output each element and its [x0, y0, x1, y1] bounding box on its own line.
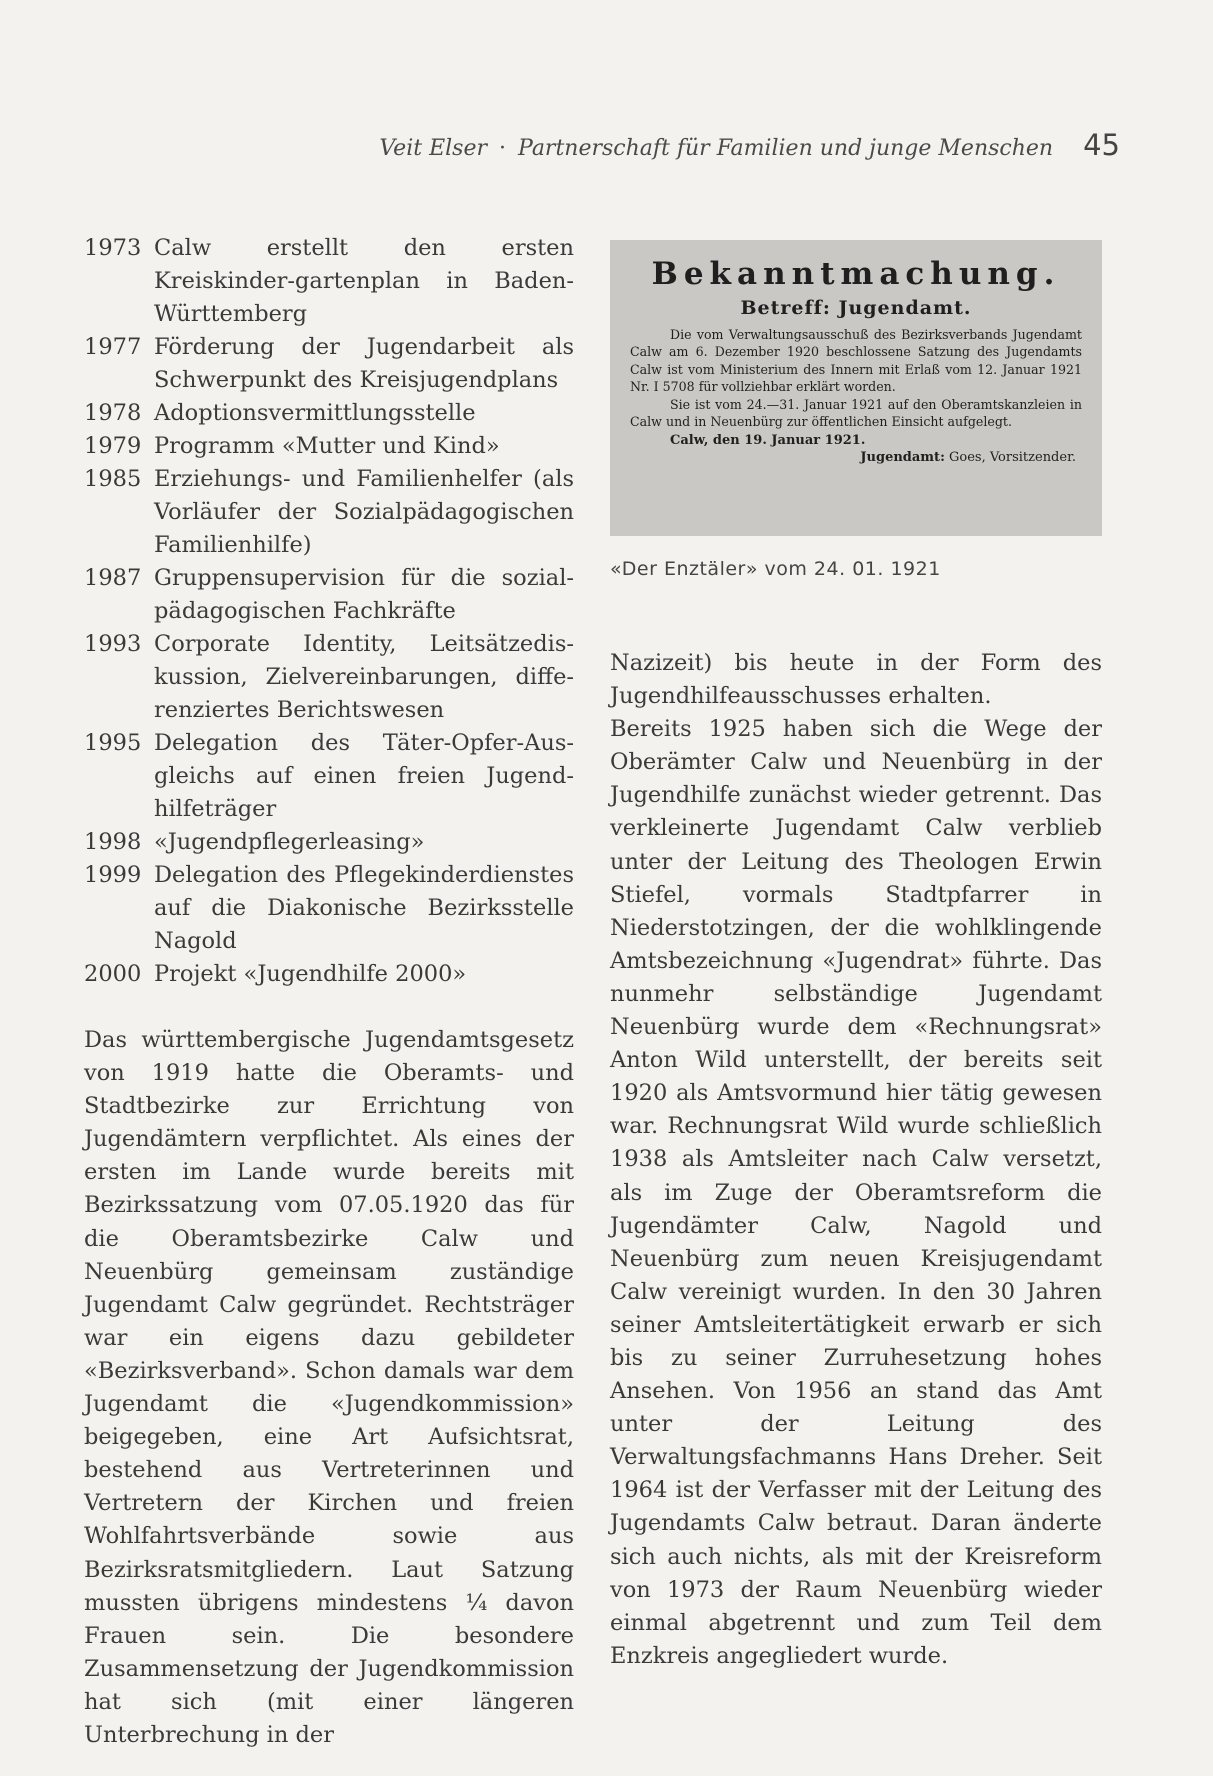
right-column [610, 240, 1102, 1673]
chronology-item [84, 628, 574, 727]
chronology-text: Erziehungs- und Familienhelfer (als Vorläufer der Sozialpädagogischen Familienhilfe) [154, 466, 574, 558]
page-number: 45 [1083, 128, 1120, 162]
running-header [360, 128, 1120, 162]
chronology-item [84, 727, 574, 826]
chronology-year: 1999 [84, 862, 142, 888]
left-column [84, 232, 574, 1752]
chronology-item [84, 463, 574, 562]
notice-date: Calw, den 19. Januar 1921. [670, 433, 866, 449]
chronology-year: 1979 [84, 433, 142, 459]
chronology-year: 1987 [84, 565, 142, 591]
chronology-text: Delegation des Täter-Opfer-Aus-gleichs auf einen freien Jugend-hilfeträger [154, 730, 574, 822]
newspaper-notice-image [610, 240, 1102, 536]
chronology-item [84, 331, 574, 397]
chronology-year: 1995 [84, 730, 142, 756]
chronology-item [84, 859, 574, 958]
header-title: Partnerschaft für Familien und junge Menschen [518, 136, 1054, 161]
chronology-year: 1977 [84, 334, 142, 360]
chronology-item [84, 397, 574, 430]
chronology-year: 2000 [84, 961, 142, 987]
notice-subject: Betreff: Jugendamt. [740, 297, 972, 319]
notice-sign-label: Jugendamt: [860, 450, 945, 466]
chronology-year: 1973 [84, 235, 142, 261]
chronology-item [84, 562, 574, 628]
image-caption: «Der Enztäler» vom 24. 01. 1921 [610, 558, 941, 580]
chronology-item [84, 232, 574, 331]
chronology-year: 1978 [84, 400, 142, 426]
chronology-text: Gruppensupervision für die sozial-pädagogischen Fachkräfte [154, 565, 574, 624]
notice-sign-name: Goes, Vorsitzender. [949, 450, 1076, 466]
chronology-text: Programm «Mutter und Kind» [154, 433, 500, 459]
chronology-item [84, 958, 574, 991]
chronology-text: Förderung der Jugendarbeit als Schwerpunkt des Kreisjugendplans [154, 334, 574, 393]
chronology-text: Projekt «Jugendhilfe 2000» [154, 961, 467, 987]
header-separator: · [499, 136, 506, 161]
notice-paragraph: Sie ist vom 24.—31. Januar 1921 auf den Oberamtskanzleien in Calw und in Neuenbürg zur öffentlichen Einsicht aufgelegt. [630, 396, 1082, 430]
notice-signature [630, 449, 1082, 467]
chronology-text: Adoptionsvermittlungsstelle [154, 400, 476, 426]
body-paragraph-right: Bereits 1925 haben sich die Wege der Oberämter Calw und Neuenbürg in der Jugendhilfe zunächst wieder getrennt. Das verkleinerte Jugendamt Calw verblieb unter der Leitung des Theologen Erwin Stiefel, vormals Stadtpfarrer in Niederstotzingen, der die wohlklingende Amtsbezeichnung «Jugendrat» führte. Das nunmehr selbständige Jugendamt Neuenbürg wurde dem «Rechnungsrat» Anton Wild unterstellt, der bereits seit 1920 als Amtsvormund hier tätig gewesen war. Rechnungsrat Wild wurde schließlich 1938 als Amtsleiter nach Calw versetzt, als im Zuge der Oberamtsreform die Jugendämter Calw, Nagold und Neuenbürg zum neuen Kreisjugendamt Calw vereinigt wurden. In den 30 Jahren seiner Amtsleitertätigkeit erwarb er sich bis zu seiner Zurruhesetzung hohes Ansehen. Von 1956 an stand das Amt unter der Leitung des Verwaltungsfachmanns Hans Dreher. Seit 1964 ist der Verfasser mit der Leitung des Jugendamts Calw betraut. Daran änderte sich auch nichts, als mit der Kreisreform von 1973 der Raum Neuenbürg wieder einmal abgetrennt und zum Teil dem Enzkreis angegliedert wurde. [610, 716, 1102, 1669]
chronology-list [84, 232, 574, 991]
body-paragraph-left: Das württembergische Jugendamtsgesetz von 1919 hatte die Oberamts- und Stadtbezirke zur Errichtung von Jugendämtern verpflichtet. Als eines der ersten im Lande wurde bereits mit Bezirkssatzung vom 07.05.1920 das für die Oberamtsbezirke Calw und Neuenbürg gemeinsam zuständige Jugendamt Calw gegründet. Rechtsträger war ein eigens dazu gebildeter «Bezirksverband». Schon damals war dem Jugendamt die «Jugendkommission» beigegeben, eine Art Aufsichtsrat, bestehend aus Vertreterinnen und Vertretern der Kirchen und freien Wohlfahrtsverbände sowie aus Bezirksratsmitgliedern. Laut Satzung mussten übrigens mindestens ¼ davon Frauen sein. Die besondere Zusammensetzung der Jugendkommission hat sich (mit einer längeren Unterbrechung in der [84, 1027, 574, 1748]
body-paragraph-right: Nazizeit) bis heute in der Form des Jugendhilfeausschusses erhalten. [610, 650, 1102, 710]
notice-body [630, 326, 1082, 430]
chronology-text: Delegation des Pflegekinderdienstes auf die Diakonische Bezirksstelle Nagold [154, 862, 574, 954]
chronology-text: Corporate Identity, Leitsätzedis-kussion, Zielvereinbarungen, diffe-renziertes Berichtswesen [154, 631, 574, 723]
notice-title: Bekanntmachung. [651, 256, 1061, 292]
right-text-block [610, 647, 1102, 1673]
chronology-year: 1993 [84, 631, 142, 657]
chronology-text: «Jugendpflegerleasing» [154, 829, 425, 855]
chronology-year: 1998 [84, 829, 142, 855]
notice-paragraph: Die vom Verwaltungsausschuß des Bezirksverbands Jugendamt Calw am 6. Dezember 1920 beschlossene Satzung des Jugendamts Calw ist vom Ministerium des Innern mit Erlaß vom 12. Januar 1921 Nr. I 5708 für vollziehbar erklärt worden. [630, 327, 1082, 395]
chronology-text: Calw erstellt den ersten Kreiskinder-gartenplan in Baden-Württemberg [154, 235, 574, 327]
chronology-year: 1985 [84, 466, 142, 492]
chronology-item [84, 430, 574, 463]
chronology-item [84, 826, 574, 859]
header-author: Veit Elser [379, 136, 487, 161]
